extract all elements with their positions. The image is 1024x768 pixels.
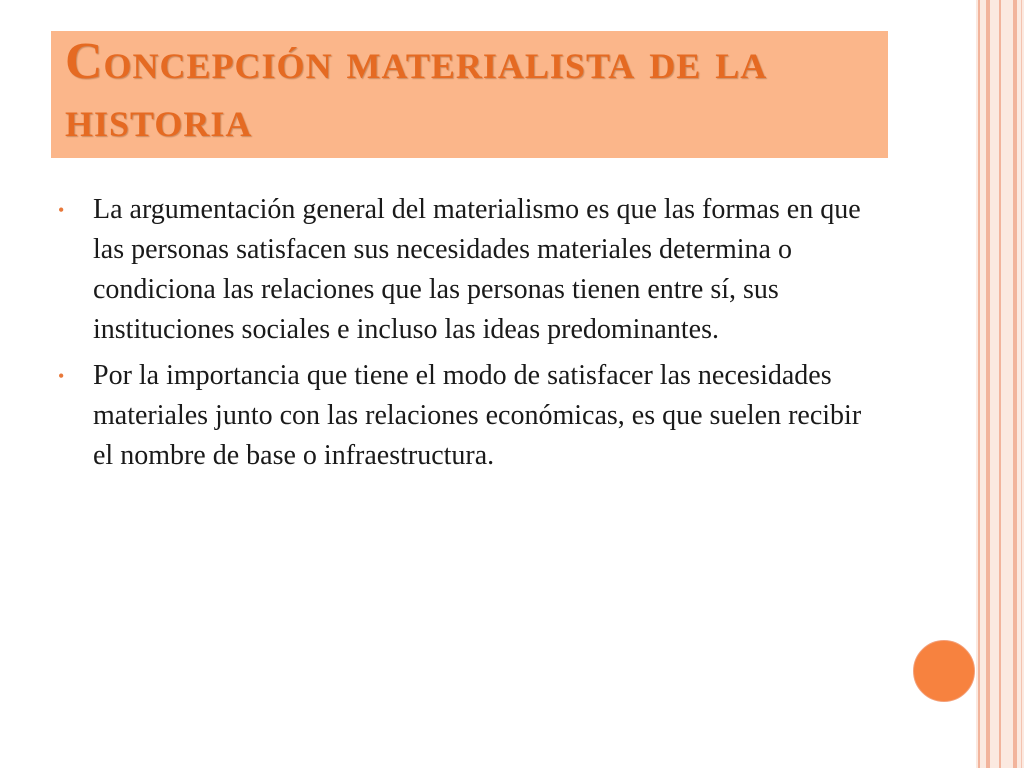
decorative-stripe [978,0,980,768]
bullet-icon: • [58,200,65,220]
bullet-item [58,356,888,476]
decorative-stripe [999,0,1001,768]
slide-title: Concepción materialista de la historia [65,33,768,148]
bullet-item [58,190,888,350]
decorative-stripe [986,0,990,768]
bullet-icon: • [58,366,65,386]
bullet-text: Por la importancia que tiene el modo de satisfacer las necesidades materiales junto con las relaciones económicas, es que suelen recibir el nombre de base o infraestructura. [93,360,862,471]
slide-body [58,190,888,482]
bullet-text: La argumentación general del materialismo es que las formas en que las personas satisfacen sus necesidades materiales determina o condiciona las relaciones que las personas tienen entre sí, sus instituciones sociales e incluso las ideas predominantes. [93,194,861,345]
decorative-stripe [1013,0,1017,768]
decorative-circle [913,640,975,702]
title-banner [51,31,888,158]
bullet-list [58,190,888,476]
decorative-stripe [1021,0,1022,768]
